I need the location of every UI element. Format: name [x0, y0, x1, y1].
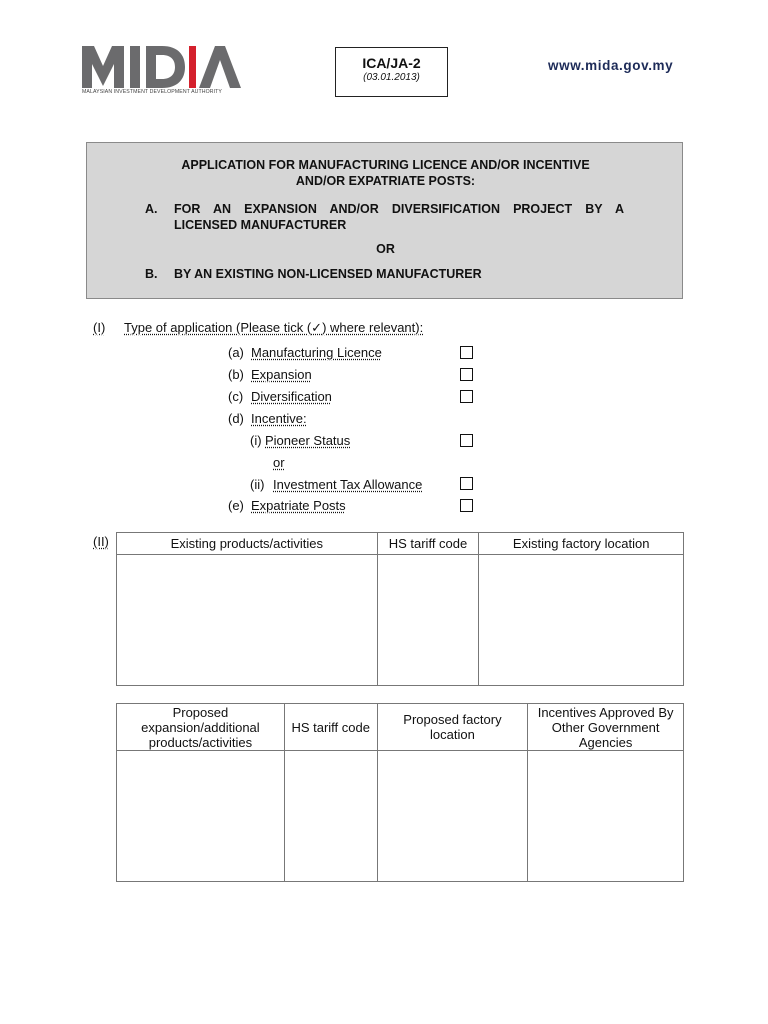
website-url: www.mida.gov.my	[548, 58, 674, 73]
title-line-1: APPLICATION FOR MANUFACTURING LICENCE AND/OR INCENTIVE	[181, 158, 590, 172]
col-incentives-approved: Incentives Approved By Other Government Agencies	[528, 704, 684, 751]
hs-tariff-code-cell[interactable]	[377, 555, 479, 686]
checkbox-expatriate-posts[interactable]	[460, 499, 473, 512]
prompt-after: ) where relevant):	[322, 320, 424, 335]
col-hs-tariff-code: HS tariff code	[284, 704, 377, 751]
option-a-text-line-2: LICENSED MANUFACTURER	[174, 218, 347, 232]
section-1-number: (I)	[93, 320, 106, 335]
col-proposed-factory-location: Proposed factory location	[377, 704, 528, 751]
or-separator: OR	[376, 242, 395, 256]
option-b-marker: (b)	[228, 367, 244, 382]
incentives-approved-cell[interactable]	[528, 751, 684, 882]
col-hs-tariff-code: HS tariff code	[377, 533, 479, 555]
table-row	[117, 751, 684, 882]
option-e-label: Expatriate Posts	[251, 498, 346, 513]
existing-factory-location-cell[interactable]	[479, 555, 684, 686]
section-1-prompt	[124, 320, 423, 336]
tick-icon: ✓	[311, 320, 323, 335]
option-d-i-marker: (i)	[250, 433, 262, 448]
existing-products-cell[interactable]	[117, 555, 378, 686]
option-b-text: BY AN EXISTING NON-LICENSED MANUFACTURER	[174, 267, 482, 281]
table-row	[117, 555, 684, 686]
proposed-factory-location-cell[interactable]	[377, 751, 528, 882]
option-d-ii-label: Investment Tax Allowance	[273, 477, 423, 492]
form-date: (03.01.2013)	[363, 72, 420, 83]
option-e-marker: (e)	[228, 498, 244, 513]
prompt-before: Type of application (Please tick (	[124, 320, 312, 335]
option-d-marker: (d)	[228, 411, 244, 426]
mida-logo-mark	[82, 44, 242, 90]
existing-products-table	[116, 532, 684, 686]
form-code: ICA/JA-2	[362, 55, 421, 71]
logo-subtitle: MALAYSIAN INVESTMENT DEVELOPMENT AUTHORITY	[82, 89, 222, 95]
checkbox-investment-tax-allowance[interactable]	[460, 477, 473, 490]
checkbox-pioneer-status[interactable]	[460, 434, 473, 447]
option-d-i-label: Pioneer Status	[265, 433, 351, 448]
hs-tariff-code-cell[interactable]	[284, 751, 377, 882]
table-header-row	[117, 533, 684, 555]
checkbox-diversification[interactable]	[460, 390, 473, 403]
option-d-or: or	[273, 455, 285, 470]
option-d-ii-marker: (ii)	[250, 477, 265, 492]
option-a-text-line-1: FOR AN EXPANSION AND/OR DIVERSIFICATION PROJECT BY A	[174, 202, 624, 216]
checkbox-expansion[interactable]	[460, 368, 473, 381]
section-2-number: (II)	[93, 534, 109, 549]
title-box	[86, 142, 683, 299]
option-b-letter: B.	[145, 267, 158, 281]
proposed-products-cell[interactable]	[117, 751, 285, 882]
table-header-row	[117, 704, 684, 751]
col-existing-products: Existing products/activities	[117, 533, 378, 555]
option-c-label: Diversification	[251, 389, 332, 404]
option-a-marker: (a)	[228, 345, 244, 360]
proposed-products-table	[116, 703, 684, 882]
option-a-label: Manufacturing Licence	[251, 345, 382, 360]
form-code-box	[335, 47, 448, 97]
checkbox-manufacturing-licence[interactable]	[460, 346, 473, 359]
col-existing-factory-location: Existing factory location	[479, 533, 684, 555]
title-line-2: AND/OR EXPATRIATE POSTS:	[295, 174, 476, 188]
col-proposed-products: Proposed expansion/additional products/activities	[117, 704, 285, 751]
option-b-label: Expansion	[251, 367, 312, 382]
option-c-marker: (c)	[228, 389, 244, 404]
option-a-letter: A.	[145, 202, 158, 216]
option-d-label: Incentive:	[251, 411, 307, 426]
